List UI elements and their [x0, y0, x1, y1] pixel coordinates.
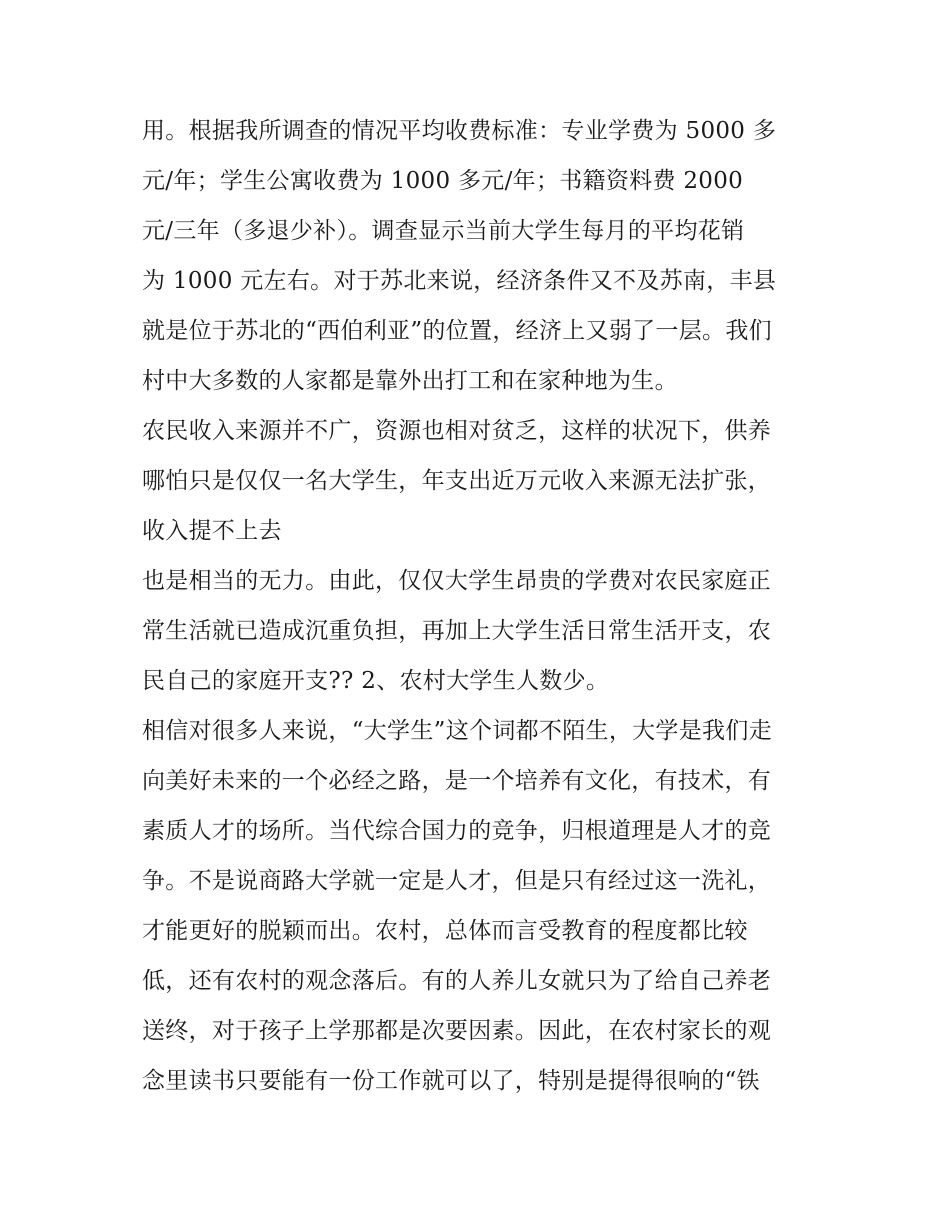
text-line-6: 村中大多数的人家都是靠外出打工和在家种地为生。	[142, 368, 678, 394]
text-line-4: 为 1000 元左右。对于苏北来说，经济条件又不及苏南，丰县	[142, 268, 777, 294]
text-line-1: 用。根据我所调查的情况平均收费标准：专业学费为 5000 多	[142, 118, 777, 144]
text-line-12: 民自己的家庭开支?? 2、农村大学生人数少。	[142, 668, 610, 694]
text-line-9: 收入提不上去	[142, 518, 282, 544]
text-line-7: 农民收入来源并不广，资源也相对贫乏，这样的状况下，供养	[142, 418, 772, 444]
text-line-20: 念里读书只要能有一份工作就可以了，特别是提得很响的“铁	[142, 1068, 760, 1094]
text-line-17: 才能更好的脱颖而出。农村，总体而言受教育的程度都比较	[142, 918, 748, 944]
text-line-3: 元/三年（多退少补）。调查显示当前大学生每月的平均花销	[142, 218, 745, 244]
text-line-19: 送终，对于孩子上学那都是次要因素。因此，在农村家长的观	[142, 1018, 772, 1044]
text-line-5: 就是位于苏北的“西伯利亚”的位置，经济上又弱了一层。我们	[142, 318, 772, 344]
text-line-8: 哪怕只是仅仅一名大学生，年支出近万元收入来源无法扩张，	[142, 468, 772, 494]
text-line-16: 争。不是说商路大学就一定是人才，但是只有经过这一洗礼，	[142, 868, 772, 894]
text-line-11: 常生活就已造成沉重负担，再加上大学生活日常生活开支，农	[142, 618, 772, 644]
text-line-10: 也是相当的无力。由此，仅仅大学生昂贵的学费对农民家庭正	[142, 568, 772, 594]
text-line-18: 低，还有农村的观念落后。有的人养儿女就只为了给自己养老	[142, 968, 772, 994]
text-line-13: 相信对很多人来说，“大学生”这个词都不陌生，大学是我们走	[142, 718, 772, 744]
text-line-14: 向美好未来的一个必经之路，是一个培养有文化，有技术，有	[142, 768, 772, 794]
text-line-2: 元/年；学生公寓收费为 1000 多元/年；书籍资料费 2000	[142, 168, 744, 194]
body-text	[142, 106, 822, 1106]
text-line-15: 素质人才的场所。当代综合国力的竞争，归根道理是人才的竞	[142, 818, 772, 844]
